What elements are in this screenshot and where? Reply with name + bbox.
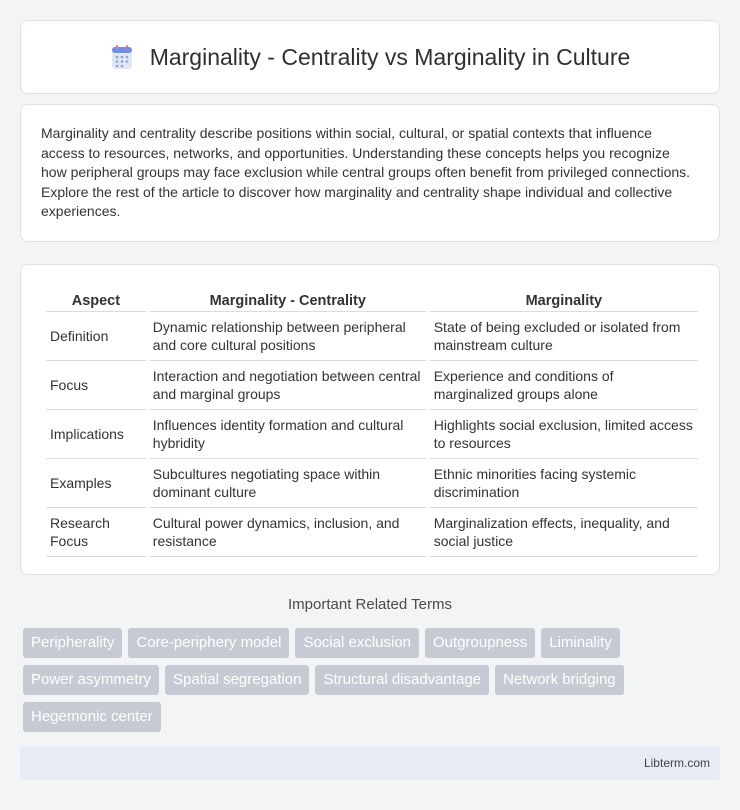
- table-cell: State of being excluded or isolated from mainstream culture: [430, 312, 698, 361]
- table-row: [46, 361, 698, 410]
- table-header-row: [46, 285, 698, 312]
- intro-paragraph: Marginality and centrality describe positions within social, cultural, or spatial contexts that influence access to resources, networks, and opportunities. Understanding these concepts helps you recognize how peripheral groups may face exclusion while central groups often benefit from privileged connections. Explore the rest of the article to discover how marginality and centrality shape individual and collective experiences.: [41, 125, 691, 220]
- related-term-tag[interactable]: Network bridging: [495, 665, 624, 695]
- table-cell: Dynamic relationship between peripheral and core cultural positions: [149, 312, 427, 361]
- table-row: [46, 312, 698, 361]
- table-row: [46, 508, 698, 557]
- related-term-tag[interactable]: Spatial segregation: [165, 665, 309, 695]
- header-card: [20, 20, 720, 94]
- document-icon: [110, 44, 134, 70]
- footer-site-link[interactable]: Libterm.com: [643, 756, 710, 770]
- column-header-marginality: Marginality: [430, 285, 698, 312]
- column-header-marginality-centrality: Marginality - Centrality: [149, 285, 427, 312]
- related-term-tag[interactable]: Peripherality: [23, 628, 122, 658]
- related-term-tag[interactable]: Hegemonic center: [23, 702, 161, 732]
- comparison-table: [43, 285, 701, 557]
- table-cell: Ethnic minorities facing systemic discrimination: [430, 459, 698, 508]
- related-term-tag[interactable]: Outgroupness: [425, 628, 535, 658]
- table-cell: Focus: [46, 361, 146, 410]
- table-row: [46, 410, 698, 459]
- comparison-table-card: [20, 264, 720, 575]
- header: [110, 44, 631, 71]
- table-cell: Marginalization effects, inequality, and social justice: [430, 508, 698, 557]
- table-cell: Interaction and negotiation between central and marginal groups: [149, 361, 427, 410]
- table-cell: Cultural power dynamics, inclusion, and resistance: [149, 508, 427, 557]
- related-term-tag[interactable]: Liminality: [541, 628, 620, 658]
- intro-card: [20, 104, 720, 242]
- footer: [20, 746, 720, 780]
- related-term-tag[interactable]: Power asymmetry: [23, 665, 159, 695]
- related-terms-list: [23, 628, 723, 732]
- table-row: [46, 459, 698, 508]
- related-term-tag[interactable]: Social exclusion: [295, 628, 419, 658]
- table-cell: Definition: [46, 312, 146, 361]
- related-term-tag[interactable]: Core-periphery model: [128, 628, 289, 658]
- table-cell: Experience and conditions of marginalized groups alone: [430, 361, 698, 410]
- table-cell: Implications: [46, 410, 146, 459]
- related-terms-title: Important Related Terms: [288, 596, 452, 613]
- table-cell: Influences identity formation and cultural hybridity: [149, 410, 427, 459]
- page-title: Marginality - Centrality vs Marginality in Culture: [149, 43, 631, 70]
- table-cell: Research Focus: [46, 508, 146, 557]
- table-cell: Highlights social exclusion, limited access to resources: [430, 410, 698, 459]
- column-header-aspect: Aspect: [46, 285, 146, 312]
- related-term-tag[interactable]: Structural disadvantage: [315, 665, 489, 695]
- table-cell: Examples: [46, 459, 146, 508]
- table-cell: Subcultures negotiating space within dominant culture: [149, 459, 427, 508]
